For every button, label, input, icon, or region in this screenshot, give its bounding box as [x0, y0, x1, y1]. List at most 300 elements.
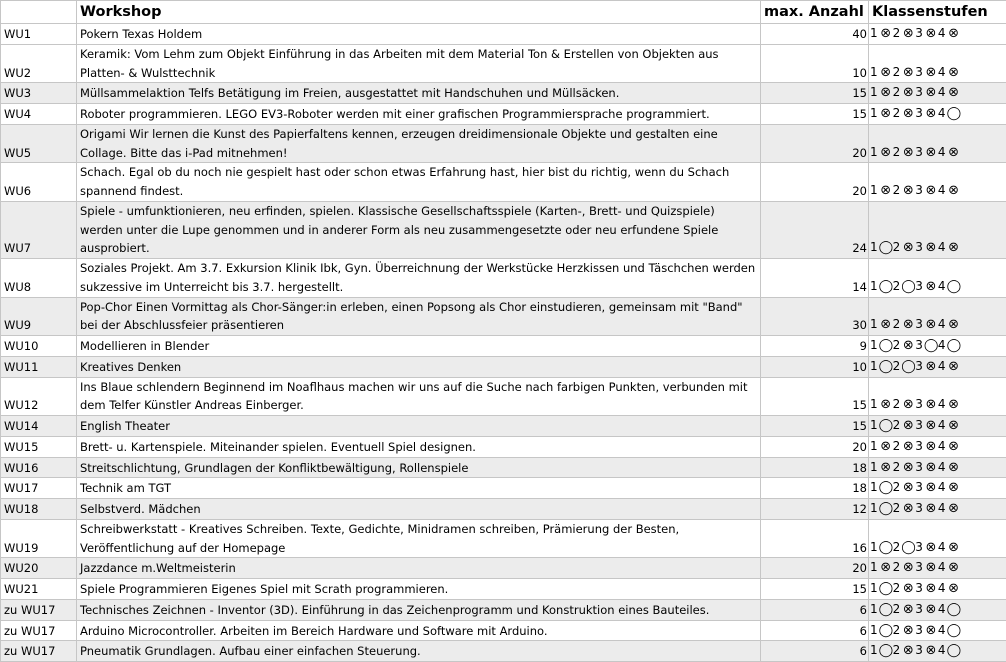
crossed-circle-icon: ⊗ [879, 459, 893, 478]
crossed-circle-icon: ⊗ [947, 84, 961, 103]
workshop-description-cell[interactable] [77, 356, 761, 377]
crossed-circle-icon: ⊗ [947, 417, 961, 436]
grade-number: 1 [870, 357, 878, 376]
crossed-circle-icon: ⊗ [947, 25, 961, 44]
crossed-circle-icon: ⊗ [879, 84, 893, 103]
crossed-circle-icon: ⊗ [947, 144, 961, 163]
crossed-circle-icon: ⊗ [947, 479, 961, 498]
grade-number: 4 [938, 538, 946, 557]
max-count-cell[interactable]: 15 [761, 377, 869, 416]
crossed-circle-icon: ⊗ [924, 182, 938, 201]
table-row [1, 124, 1006, 163]
workshop-description-cell[interactable] [77, 201, 761, 258]
workshop-description-cell[interactable] [77, 104, 761, 125]
workshop-code-cell[interactable]: WU11 [1, 356, 77, 377]
grade-number: 2 [893, 277, 901, 296]
crossed-circle-icon: ⊗ [901, 84, 915, 103]
description-line: Keramik: Vom Lehm zum Objekt Einführung in das Arbeiten mit dem Material Ton & Erstellen von Objekten aus [80, 45, 757, 64]
grade-levels-cell[interactable] [869, 124, 1006, 163]
grade-number: 1 [870, 143, 878, 162]
grade-number: 2 [893, 600, 901, 619]
crossed-circle-icon: ⊗ [879, 316, 893, 335]
crossed-circle-icon: ⊗ [924, 239, 938, 258]
header-row [1, 1, 1006, 24]
grade-number: 1 [870, 315, 878, 334]
empty-circle-icon: ◯ [879, 358, 893, 377]
grade-number: 1 [870, 538, 878, 557]
grade-number: 3 [915, 558, 923, 577]
table-row [1, 163, 1006, 202]
description-line: Müllsammelaktion Telfs Betätigung im Freien, ausgestattet mit Handschuhen und Müllsäcken. [80, 84, 757, 103]
empty-circle-icon: ◯ [901, 278, 915, 297]
grade-number: 3 [915, 104, 923, 123]
workshop-code-cell[interactable]: WU1 [1, 24, 77, 45]
grade-levels-cell[interactable] [869, 259, 1006, 298]
empty-circle-icon: ◯ [879, 479, 893, 498]
grade-number: 1 [870, 277, 878, 296]
grade-levels-cell[interactable] [869, 83, 1006, 104]
workshop-description-cell[interactable] [77, 499, 761, 520]
table-row [1, 44, 1006, 83]
crossed-circle-icon: ⊗ [879, 559, 893, 578]
description-line: Arduino Microcontroller. Arbeiten im Bereich Hardware und Software mit Arduino. [80, 622, 757, 641]
grade-number: 3 [915, 499, 923, 518]
grade-number: 2 [893, 238, 901, 257]
workshop-code-cell[interactable]: WU18 [1, 499, 77, 520]
max-count-cell[interactable]: 9 [761, 336, 869, 357]
grade-number: 1 [870, 499, 878, 518]
grade-number: 1 [870, 558, 878, 577]
grade-number: 3 [915, 579, 923, 598]
workshop-code-cell[interactable]: WU17 [1, 478, 77, 499]
workshop-code-cell[interactable]: WU6 [1, 163, 77, 202]
table-row [1, 83, 1006, 104]
crossed-circle-icon: ⊗ [947, 64, 961, 83]
crossed-circle-icon: ⊗ [901, 601, 915, 620]
crossed-circle-icon: ⊗ [924, 539, 938, 558]
grade-levels-cell[interactable] [869, 641, 1006, 662]
max-count-cell[interactable]: 20 [761, 163, 869, 202]
description-line: ausprobiert. [80, 239, 757, 258]
grade-number: 3 [915, 478, 923, 497]
crossed-circle-icon: ⊗ [901, 239, 915, 258]
workshop-code-cell[interactable]: WU21 [1, 579, 77, 600]
description-line: Pokern Texas Holdem [80, 25, 757, 44]
max-count-cell[interactable]: 20 [761, 124, 869, 163]
grade-number: 3 [915, 357, 923, 376]
workshop-description-cell[interactable] [77, 579, 761, 600]
max-count-cell[interactable]: 24 [761, 201, 869, 258]
crossed-circle-icon: ⊗ [901, 622, 915, 641]
max-count-cell[interactable]: 6 [761, 620, 869, 641]
crossed-circle-icon: ⊗ [901, 25, 915, 44]
workshop-description-cell[interactable] [77, 519, 761, 558]
description-line: Spiele Programmieren Eigenes Spiel mit Scrath programmieren. [80, 580, 757, 599]
description-line: spannend findest. [80, 182, 757, 201]
workshop-description-cell[interactable] [77, 44, 761, 83]
grade-levels-cell[interactable] [869, 519, 1006, 558]
crossed-circle-icon: ⊗ [924, 396, 938, 415]
workshop-description-cell[interactable] [77, 24, 761, 45]
grade-number: 2 [893, 579, 901, 598]
workshop-description-cell[interactable] [77, 377, 761, 416]
description-line: Streitschlichtung, Grundlagen der Konfliktbewältigung, Rollenspiele [80, 459, 757, 478]
max-count-cell[interactable]: 15 [761, 579, 869, 600]
description-line: Veröffentlichung auf der Homepage [80, 539, 757, 558]
table-row [1, 558, 1006, 579]
crossed-circle-icon: ⊗ [947, 239, 961, 258]
crossed-circle-icon: ⊗ [901, 316, 915, 335]
crossed-circle-icon: ⊗ [924, 459, 938, 478]
workshop-code-cell[interactable]: WU15 [1, 436, 77, 457]
grade-number: 2 [893, 63, 901, 82]
crossed-circle-icon: ⊗ [901, 417, 915, 436]
crossed-circle-icon: ⊗ [924, 25, 938, 44]
workshop-description-cell[interactable] [77, 416, 761, 437]
grade-levels-cell[interactable] [869, 336, 1006, 357]
max-count-cell[interactable]: 20 [761, 558, 869, 579]
table-row [1, 478, 1006, 499]
grade-number: 4 [938, 641, 946, 660]
grade-number: 4 [938, 24, 946, 43]
workshop-code-cell[interactable]: WU5 [1, 124, 77, 163]
grade-number: 4 [938, 558, 946, 577]
crossed-circle-icon: ⊗ [901, 144, 915, 163]
table-row [1, 579, 1006, 600]
crossed-circle-icon: ⊗ [947, 396, 961, 415]
max-count-cell[interactable]: 6 [761, 599, 869, 620]
workshop-description-cell[interactable] [77, 83, 761, 104]
description-line: Modellieren in Blender [80, 337, 757, 356]
grade-number: 1 [870, 641, 878, 660]
empty-circle-icon: ◯ [879, 337, 893, 356]
description-line: Technik am TGT [80, 479, 757, 498]
empty-circle-icon: ◯ [947, 105, 961, 124]
crossed-circle-icon: ⊗ [947, 500, 961, 519]
workshop-description-cell[interactable] [77, 436, 761, 457]
crossed-circle-icon: ⊗ [924, 601, 938, 620]
crossed-circle-icon: ⊗ [901, 580, 915, 599]
grade-number: 2 [893, 24, 901, 43]
crossed-circle-icon: ⊗ [947, 316, 961, 335]
grade-number: 1 [870, 181, 878, 200]
grade-number: 1 [870, 83, 878, 102]
crossed-circle-icon: ⊗ [924, 105, 938, 124]
description-line: Brett- u. Kartenspiele. Miteinander spielen. Eventuell Spiel designen. [80, 438, 757, 457]
workshop-code-cell[interactable]: zu WU17 [1, 620, 77, 641]
grade-number: 2 [893, 437, 901, 456]
crossed-circle-icon: ⊗ [924, 500, 938, 519]
workshop-description-cell[interactable] [77, 457, 761, 478]
grade-number: 2 [893, 315, 901, 334]
max-count-cell[interactable]: 10 [761, 356, 869, 377]
empty-circle-icon: ◯ [947, 278, 961, 297]
description-line: English Theater [80, 417, 757, 436]
workshop-description-cell[interactable] [77, 124, 761, 163]
table-row [1, 641, 1006, 662]
header-workshop[interactable]: Workshop [77, 1, 761, 24]
grade-levels-cell[interactable] [869, 599, 1006, 620]
grade-levels-cell[interactable] [869, 104, 1006, 125]
description-line: sukzessive im Unterreicht bis 3.7. hergestellt. [80, 278, 757, 297]
max-count-cell[interactable]: 15 [761, 83, 869, 104]
grade-number: 2 [893, 336, 901, 355]
grade-number: 3 [915, 277, 923, 296]
grade-number: 2 [893, 641, 901, 660]
crossed-circle-icon: ⊗ [901, 459, 915, 478]
max-count-cell[interactable]: 18 [761, 457, 869, 478]
description-line: Ins Blaue schlendern Beginnend im Noaflhaus machen wir uns auf die Suche nach farbigen Punkten, verbunden mit [80, 378, 757, 397]
crossed-circle-icon: ⊗ [924, 580, 938, 599]
workshop-description-cell[interactable] [77, 259, 761, 298]
description-line: Soziales Projekt. Am 3.7. Exkursion Klinik Ibk, Gyn. Überreichnung der Werkstücke Herzkissen und Täschchen werden [80, 259, 757, 278]
grade-number: 4 [938, 395, 946, 414]
table-row [1, 356, 1006, 377]
workshop-code-cell[interactable]: WU3 [1, 83, 77, 104]
grade-number: 1 [870, 336, 878, 355]
grade-number: 4 [938, 499, 946, 518]
table-row [1, 336, 1006, 357]
grade-number: 3 [915, 63, 923, 82]
grade-number: 3 [915, 336, 923, 355]
grade-number: 2 [893, 458, 901, 477]
workshop-code-cell[interactable]: WU4 [1, 104, 77, 125]
crossed-circle-icon: ⊗ [947, 459, 961, 478]
table-row [1, 297, 1006, 336]
workshop-description-cell[interactable] [77, 558, 761, 579]
description-line: Collage. Bitte das i-Pad mitnehmen! [80, 144, 757, 163]
max-count-cell[interactable]: 12 [761, 499, 869, 520]
grade-number: 1 [870, 63, 878, 82]
table-row [1, 620, 1006, 641]
description-line: Platten- & Wulsttechnik [80, 64, 757, 83]
grade-number: 3 [915, 238, 923, 257]
crossed-circle-icon: ⊗ [947, 182, 961, 201]
grade-levels-cell[interactable] [869, 297, 1006, 336]
workshop-code-cell[interactable]: WU19 [1, 519, 77, 558]
table-row [1, 519, 1006, 558]
grade-levels-cell[interactable] [869, 499, 1006, 520]
grade-number: 2 [893, 143, 901, 162]
grade-number: 3 [915, 24, 923, 43]
crossed-circle-icon: ⊗ [947, 438, 961, 457]
max-count-cell[interactable]: 30 [761, 297, 869, 336]
crossed-circle-icon: ⊗ [924, 316, 938, 335]
grade-levels-cell[interactable] [869, 44, 1006, 83]
workshop-description-cell[interactable] [77, 336, 761, 357]
crossed-circle-icon: ⊗ [924, 278, 938, 297]
grade-levels-cell[interactable] [869, 356, 1006, 377]
grade-levels-cell[interactable] [869, 416, 1006, 437]
grade-number: 1 [870, 437, 878, 456]
max-count-cell[interactable]: 16 [761, 519, 869, 558]
grade-levels-cell[interactable] [869, 24, 1006, 45]
grade-number: 2 [893, 357, 901, 376]
crossed-circle-icon: ⊗ [901, 479, 915, 498]
workshop-code-cell[interactable]: WU10 [1, 336, 77, 357]
description-line: Roboter programmieren. LEGO EV3-Roboter werden mit einer grafischen Programmiersprache programmiert. [80, 105, 757, 124]
workshop-code-cell[interactable]: WU14 [1, 416, 77, 437]
grade-number: 1 [870, 458, 878, 477]
max-count-cell[interactable]: 18 [761, 478, 869, 499]
workshop-description-cell[interactable] [77, 599, 761, 620]
workshop-code-cell[interactable]: WU7 [1, 201, 77, 258]
table-row [1, 599, 1006, 620]
crossed-circle-icon: ⊗ [879, 438, 893, 457]
table-row [1, 436, 1006, 457]
grade-number: 3 [915, 458, 923, 477]
grade-number: 4 [938, 238, 946, 257]
workshop-code-cell[interactable]: WU8 [1, 259, 77, 298]
grade-number: 4 [938, 104, 946, 123]
grade-levels-cell[interactable] [869, 457, 1006, 478]
grade-number: 2 [893, 416, 901, 435]
crossed-circle-icon: ⊗ [879, 105, 893, 124]
description-line: Spiele - umfunktionieren, neu erfinden, spielen. Klassische Gesellschaftsspiele (Karten-, Brett- und Quizspiele) [80, 202, 757, 221]
workshop-description-cell[interactable] [77, 620, 761, 641]
grade-levels-cell[interactable] [869, 579, 1006, 600]
grade-number: 1 [870, 600, 878, 619]
grade-levels-cell[interactable] [869, 201, 1006, 258]
description-line: Origami Wir lernen die Kunst des Papierfaltens kennen, erzeugen dreidimensionale Objekte und gestalten eine [80, 125, 757, 144]
grade-levels-cell[interactable] [869, 558, 1006, 579]
grade-number: 4 [938, 315, 946, 334]
empty-circle-icon: ◯ [901, 358, 915, 377]
empty-circle-icon: ◯ [879, 622, 893, 641]
table-row [1, 457, 1006, 478]
grade-number: 1 [870, 395, 878, 414]
crossed-circle-icon: ⊗ [924, 358, 938, 377]
table-row [1, 377, 1006, 416]
empty-circle-icon: ◯ [879, 539, 893, 558]
grade-number: 2 [893, 538, 901, 557]
max-count-cell[interactable]: 20 [761, 436, 869, 457]
workshop-code-cell[interactable]: WU12 [1, 377, 77, 416]
crossed-circle-icon: ⊗ [901, 559, 915, 578]
crossed-circle-icon: ⊗ [947, 580, 961, 599]
workshop-description-cell[interactable] [77, 641, 761, 662]
crossed-circle-icon: ⊗ [901, 438, 915, 457]
grade-number: 2 [893, 104, 901, 123]
grade-number: 3 [915, 181, 923, 200]
grade-number: 3 [915, 437, 923, 456]
grade-number: 4 [938, 181, 946, 200]
workshop-code-cell[interactable]: zu WU17 [1, 599, 77, 620]
grade-number: 4 [938, 437, 946, 456]
grade-number: 3 [915, 621, 923, 640]
workshop-code-cell[interactable]: WU16 [1, 457, 77, 478]
description-line: Pop-Chor Einen Vormittag als Chor-Sänger:in erleben, einen Popsong als Chor einstudieren, gemeinsam mit "Band" [80, 298, 757, 317]
grade-number: 4 [938, 416, 946, 435]
crossed-circle-icon: ⊗ [879, 396, 893, 415]
crossed-circle-icon: ⊗ [879, 64, 893, 83]
workshop-description-cell[interactable] [77, 297, 761, 336]
workshop-description-cell[interactable] [77, 478, 761, 499]
max-count-cell[interactable]: 15 [761, 104, 869, 125]
crossed-circle-icon: ⊗ [901, 500, 915, 519]
grade-levels-cell[interactable] [869, 478, 1006, 499]
empty-circle-icon: ◯ [879, 417, 893, 436]
grade-number: 3 [915, 538, 923, 557]
crossed-circle-icon: ⊗ [947, 539, 961, 558]
workshop-code-cell[interactable]: WU2 [1, 44, 77, 83]
crossed-circle-icon: ⊗ [901, 337, 915, 356]
grade-number: 4 [938, 357, 946, 376]
max-count-cell[interactable]: 15 [761, 416, 869, 437]
crossed-circle-icon: ⊗ [924, 417, 938, 436]
empty-circle-icon: ◯ [947, 642, 961, 661]
description-line: bei der Abschlussfeier präsentieren [80, 316, 757, 335]
grade-number: 2 [893, 478, 901, 497]
crossed-circle-icon: ⊗ [947, 559, 961, 578]
workshop-code-cell[interactable]: zu WU17 [1, 641, 77, 662]
grade-number: 1 [870, 478, 878, 497]
table-row [1, 499, 1006, 520]
empty-circle-icon: ◯ [947, 601, 961, 620]
max-count-cell[interactable]: 40 [761, 24, 869, 45]
crossed-circle-icon: ⊗ [901, 64, 915, 83]
grade-number: 2 [893, 181, 901, 200]
grade-number: 1 [870, 621, 878, 640]
max-count-cell[interactable]: 10 [761, 44, 869, 83]
header-code-cell[interactable] [1, 1, 77, 24]
empty-circle-icon: ◯ [879, 601, 893, 620]
crossed-circle-icon: ⊗ [924, 64, 938, 83]
grade-number: 2 [893, 621, 901, 640]
table-row [1, 259, 1006, 298]
description-line: Selbstverd. Mädchen [80, 500, 757, 519]
grade-levels-cell[interactable] [869, 436, 1006, 457]
header-max-count[interactable]: max. Anzahl [761, 1, 869, 24]
crossed-circle-icon: ⊗ [879, 182, 893, 201]
crossed-circle-icon: ⊗ [924, 622, 938, 641]
crossed-circle-icon: ⊗ [924, 642, 938, 661]
description-line: werden unter die Lupe genommen und in anderer Form als neu zusammengesetzte oder neu erfundene Spiele [80, 221, 757, 240]
header-grade-levels[interactable]: Klassenstufen [869, 1, 1006, 24]
crossed-circle-icon: ⊗ [879, 25, 893, 44]
workshop-code-cell[interactable]: WU20 [1, 558, 77, 579]
grade-levels-cell[interactable] [869, 620, 1006, 641]
description-line: Technisches Zeichnen - Inventor (3D). Einführung in das Zeichenprogramm und Konstruktion eines Bauteiles. [80, 601, 757, 620]
grade-number: 2 [893, 395, 901, 414]
workshop-code-cell[interactable]: WU9 [1, 297, 77, 336]
grade-number: 1 [870, 238, 878, 257]
empty-circle-icon: ◯ [879, 642, 893, 661]
max-count-cell[interactable]: 14 [761, 259, 869, 298]
grade-levels-cell[interactable] [869, 163, 1006, 202]
crossed-circle-icon: ⊗ [947, 358, 961, 377]
grade-levels-cell[interactable] [869, 377, 1006, 416]
grade-number: 3 [915, 600, 923, 619]
grade-number: 3 [915, 315, 923, 334]
description-line: Kreatives Denken [80, 358, 757, 377]
empty-circle-icon: ◯ [879, 500, 893, 519]
grade-number: 4 [938, 336, 946, 355]
grade-number: 1 [870, 416, 878, 435]
workshop-description-cell[interactable] [77, 163, 761, 202]
empty-circle-icon: ◯ [879, 278, 893, 297]
crossed-circle-icon: ⊗ [879, 144, 893, 163]
grade-number: 3 [915, 395, 923, 414]
grade-number: 1 [870, 104, 878, 123]
empty-circle-icon: ◯ [947, 337, 961, 356]
grade-number: 4 [938, 621, 946, 640]
description-line: Pneumatik Grundlagen. Aufbau einer einfachen Steuerung. [80, 642, 757, 661]
crossed-circle-icon: ⊗ [924, 479, 938, 498]
empty-circle-icon: ◯ [879, 239, 893, 258]
max-count-cell[interactable]: 6 [761, 641, 869, 662]
grade-number: 4 [938, 600, 946, 619]
